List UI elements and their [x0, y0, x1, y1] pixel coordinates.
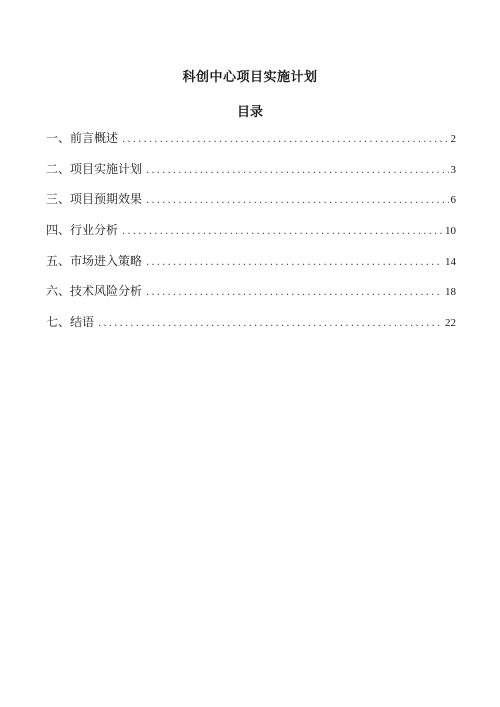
toc-entry-label: 七、结语 — [46, 315, 95, 330]
toc-entry-industry-analysis[interactable] — [46, 223, 456, 254]
table-of-contents — [46, 131, 456, 346]
toc-entry-foreword[interactable] — [46, 131, 456, 162]
toc-page-number: 6 — [450, 194, 456, 207]
toc-page-number: 18 — [445, 286, 456, 299]
toc-entry-market-entry-strategy[interactable] — [46, 254, 456, 285]
document-title: 科创中心项目实施计划 — [182, 70, 318, 85]
toc-entry-technical-risk-analysis[interactable] — [46, 284, 456, 315]
toc-entry-label: 三、项目预期效果 — [46, 192, 143, 207]
toc-entry-conclusion[interactable] — [46, 315, 456, 346]
toc-dot-leader — [98, 317, 443, 331]
toc-dot-leader — [146, 194, 448, 208]
toc-page-number: 3 — [450, 163, 456, 176]
toc-page-number: 2 — [450, 133, 456, 145]
toc-page-number: 10 — [445, 225, 456, 238]
toc-entry-label: 六、技术风险分析 — [46, 284, 143, 299]
toc-dot-leader — [146, 164, 448, 178]
toc-entry-expected-results[interactable] — [46, 192, 456, 223]
toc-entry-label: 一、前言概述 — [46, 131, 119, 145]
toc-page-number: 22 — [445, 317, 456, 330]
toc-dot-leader — [122, 133, 448, 147]
toc-dot-leader — [122, 225, 443, 239]
toc-entry-implementation-plan[interactable] — [46, 162, 456, 193]
toc-dot-leader — [146, 286, 443, 300]
toc-dot-leader — [146, 256, 443, 270]
toc-entry-label: 五、市场进入策略 — [46, 253, 143, 268]
toc-entry-label: 二、项目实施计划 — [46, 161, 143, 176]
toc-entry-label: 四、行业分析 — [46, 223, 119, 238]
toc-page-number: 14 — [445, 255, 456, 268]
toc-heading: 目录 — [236, 105, 263, 120]
